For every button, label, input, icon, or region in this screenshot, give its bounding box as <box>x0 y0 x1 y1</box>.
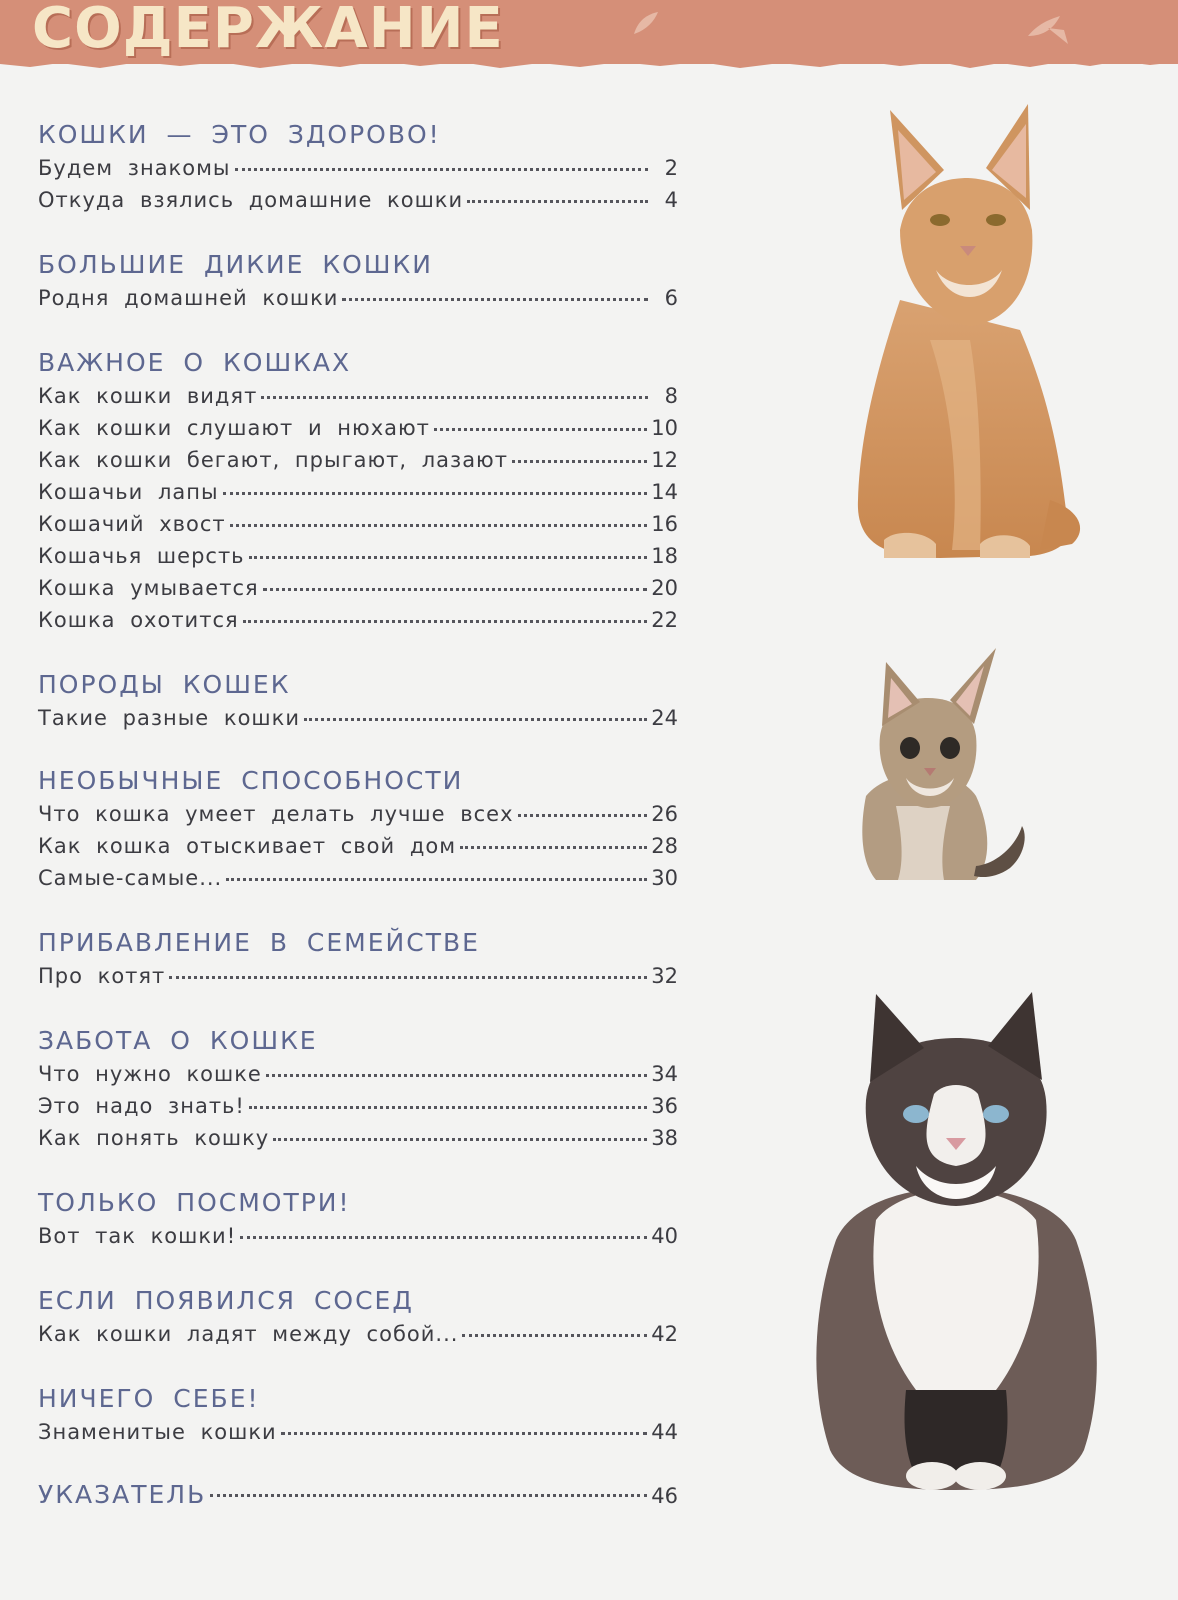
bird-ornament-icon <box>1020 6 1080 50</box>
dot-leader <box>460 846 647 849</box>
kitten-icon <box>846 646 1032 886</box>
toc-section-index[interactable] <box>38 1478 678 1512</box>
dot-leader <box>342 298 648 301</box>
dot-leader <box>434 428 647 431</box>
toc-section <box>38 248 678 314</box>
entry-label: Как понять кошку <box>38 1126 270 1150</box>
toc-entry[interactable] <box>38 412 678 444</box>
dot-leader <box>261 396 648 399</box>
ragdoll-cat-icon <box>806 990 1106 1494</box>
page-number: 26 <box>651 802 678 826</box>
section-title: ЕСЛИ ПОЯВИЛСЯ СОСЕД <box>38 1286 414 1315</box>
section-title: ЗАБОТА О КОШКЕ <box>38 1026 318 1055</box>
toc-entry[interactable] <box>38 508 678 540</box>
dot-leader <box>263 588 648 591</box>
toc-entry[interactable] <box>38 282 678 314</box>
entry-label: Самые-самые... <box>38 866 223 890</box>
toc-section <box>38 668 678 734</box>
page-number: 38 <box>651 1126 678 1150</box>
toc-entry[interactable] <box>38 540 678 572</box>
dot-leader <box>462 1334 647 1337</box>
toc-entry[interactable] <box>38 1058 678 1090</box>
dot-leader <box>223 492 648 495</box>
section-title: ВАЖНОЕ О КОШКАХ <box>38 348 352 377</box>
toc-entry[interactable] <box>38 444 678 476</box>
toc-section <box>38 764 678 894</box>
page-number: 46 <box>651 1484 678 1508</box>
toc-entry[interactable] <box>38 798 678 830</box>
toc-entry[interactable] <box>38 184 678 216</box>
dot-leader <box>226 878 647 881</box>
entry-label: Что кошка умеет делать лучше всех <box>38 802 514 826</box>
page-number: 40 <box>651 1224 678 1248</box>
dot-leader <box>249 1106 647 1109</box>
entry-label: Кошачьи лапы <box>38 480 219 504</box>
entry-label: Кошка умывается <box>38 576 259 600</box>
dot-leader <box>240 1236 647 1239</box>
toc-section <box>38 118 678 216</box>
index-title: УКАЗАТЕЛЬ <box>38 1480 207 1509</box>
toc-entry[interactable] <box>38 1416 678 1448</box>
entry-label: Как кошки ладят между собой... <box>38 1322 459 1346</box>
toc-entry[interactable] <box>38 1090 678 1122</box>
page-number: 30 <box>651 866 678 890</box>
page-title: СОДЕРЖАНИЕ <box>32 0 504 61</box>
entry-label: Как кошки видят <box>38 384 258 408</box>
page-number: 36 <box>651 1094 678 1118</box>
section-title: ПОРОДЫ КОШЕК <box>38 670 291 699</box>
entry-label: Что нужно кошке <box>38 1062 262 1086</box>
dot-leader <box>281 1432 648 1435</box>
entry-label: Знаменитые кошки <box>38 1420 277 1444</box>
dot-leader <box>518 814 648 817</box>
toc-entry[interactable] <box>38 1220 678 1252</box>
dot-leader <box>467 200 648 203</box>
page-number: 20 <box>651 576 678 600</box>
page-number: 18 <box>651 544 678 568</box>
page-number: 24 <box>651 706 678 730</box>
leaf-ornament-icon <box>628 6 664 42</box>
ginger-cat-icon <box>840 100 1090 562</box>
toc-entry[interactable] <box>38 1122 678 1154</box>
toc-entry[interactable] <box>38 960 678 992</box>
section-title: НИЧЕГО СЕБЕ! <box>38 1384 260 1413</box>
page-number: 22 <box>651 608 678 632</box>
page-number: 42 <box>651 1322 678 1346</box>
toc-entry[interactable] <box>38 702 678 734</box>
toc-entry[interactable] <box>38 476 678 508</box>
dot-leader <box>512 460 647 463</box>
entry-label: Такие разные кошки <box>38 706 300 730</box>
entry-label: Родня домашней кошки <box>38 286 339 310</box>
entry-label: Как кошки слушают и нюхают <box>38 416 430 440</box>
toc-entry[interactable] <box>38 830 678 862</box>
page-number: 2 <box>664 156 678 180</box>
dot-leader <box>243 620 648 623</box>
entry-label: Про котят <box>38 964 166 988</box>
entry-label: Кошачья шерсть <box>38 544 245 568</box>
page-number: 4 <box>664 188 678 212</box>
entry-label: Как кошка отыскивает свой дом <box>38 834 457 858</box>
section-title: ПРИБАВЛЕНИЕ В СЕМЕЙСТВЕ <box>38 928 480 957</box>
page-number: 16 <box>651 512 678 536</box>
toc-section <box>38 1186 678 1252</box>
page-number: 6 <box>664 286 678 310</box>
toc-entry[interactable] <box>38 572 678 604</box>
dot-leader <box>169 976 647 979</box>
dot-leader <box>235 168 648 171</box>
section-title: БОЛЬШИЕ ДИКИЕ КОШКИ <box>38 250 433 279</box>
dot-leader <box>266 1074 647 1077</box>
entry-label: Будем знакомы <box>38 156 231 180</box>
toc-entry[interactable] <box>38 862 678 894</box>
entry-label: Кошка охотится <box>38 608 239 632</box>
toc-section <box>38 346 678 636</box>
entry-label: Вот так кошки! <box>38 1224 237 1248</box>
section-title: НЕОБЫЧНЫЕ СПОСОБНОСТИ <box>38 766 464 795</box>
index-entry <box>38 1478 678 1512</box>
toc-section <box>38 1284 678 1350</box>
dot-leader <box>249 556 648 559</box>
page-number: 44 <box>651 1420 678 1444</box>
entry-label: Откуда взялись домашние кошки <box>38 188 464 212</box>
toc-entry[interactable] <box>38 604 678 636</box>
page-number: 14 <box>651 480 678 504</box>
entry-label: Как кошки бегают, прыгают, лазают <box>38 448 508 472</box>
toc-entry[interactable] <box>38 380 678 412</box>
dot-leader <box>273 1138 647 1141</box>
page-number: 10 <box>651 416 678 440</box>
page-number: 8 <box>664 384 678 408</box>
toc-section <box>38 1382 678 1448</box>
dot-leader <box>230 524 648 527</box>
toc-entry[interactable] <box>38 1318 678 1350</box>
section-title: КОШКИ — ЭТО ЗДОРОВО! <box>38 120 441 149</box>
page-number: 32 <box>651 964 678 988</box>
toc-entry[interactable] <box>38 152 678 184</box>
toc-section <box>38 926 678 992</box>
page-number: 12 <box>651 448 678 472</box>
table-of-contents <box>38 118 678 1512</box>
toc-section <box>38 1024 678 1154</box>
dot-leader <box>210 1494 647 1497</box>
section-title: ТОЛЬКО ПОСМОТРИ! <box>38 1188 351 1217</box>
page-number: 34 <box>651 1062 678 1086</box>
dot-leader <box>304 718 647 721</box>
page-number: 28 <box>651 834 678 858</box>
entry-label: Это надо знать! <box>38 1094 245 1118</box>
entry-label: Кошачий хвост <box>38 512 226 536</box>
